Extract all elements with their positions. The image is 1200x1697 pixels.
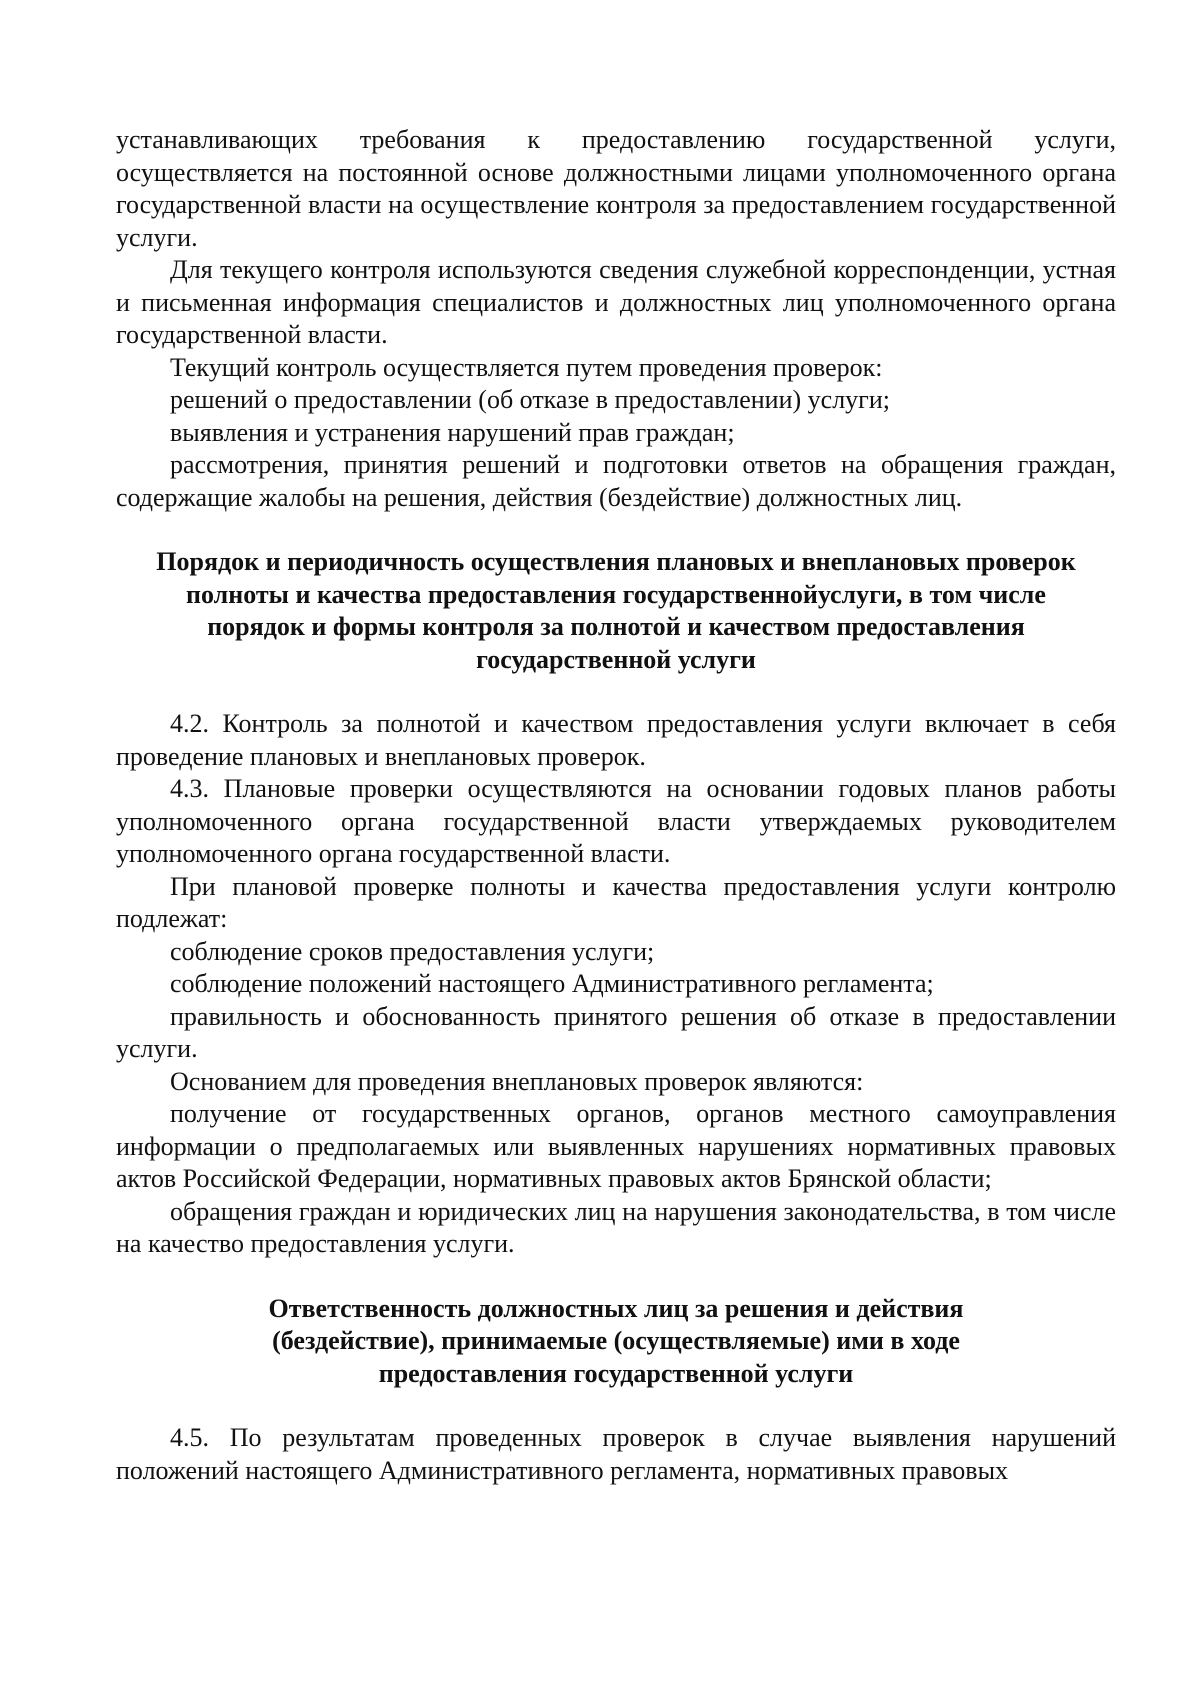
section-heading: Ответственность должностных лиц за решения и действия (бездействие), принимаемые (осуществляемые) ими в ходе предоставления государственной услуги — [268, 1293, 964, 1388]
list-item: соблюдение положений настоящего Административного регламента; — [170, 969, 934, 998]
paragraph: устанавливающих требования к предоставлению государственной услуги, осуществляется на постоянной основе должностными лицами уполномоченного органа государственной власти на осуществление контроля за предоставлением государственной услуги. — [116, 125, 1116, 252]
paragraph: 4.3. Плановые проверки осуществляются на основании годовых планов работы уполномоченного органа государственной власти утверждаемых руководителем уполномоченного органа государственной власти. — [116, 774, 1116, 868]
document-page — [116, 124, 1116, 1487]
paragraph: При плановой проверке полноты и качества предоставления услуги контролю подлежат: — [116, 871, 1116, 933]
paragraph: 4.2. Контроль за полнотой и качеством предоставления услуги включает в себя проведение плановых и внеплановых проверок. — [116, 709, 1116, 771]
list-item: соблюдение сроков предоставления услуги; — [170, 936, 655, 966]
paragraph: Основанием для проведения внеплановых проверок являются: — [170, 1066, 864, 1096]
list-item: получение от государственных органов, органов местного самоуправления информации о предполагаемых или выявленных нарушениях нормативных правовых актов Российской Федерации, нормативных правовых актов Брянской области; — [116, 1099, 1116, 1193]
list-item: выявления и устранения нарушений прав граждан; — [170, 417, 735, 447]
list-item: решений о предоставлении (об отказе в предоставлении) услуги; — [170, 385, 890, 414]
list-item: рассмотрения, принятия решений и подготовки ответов на обращения граждан, содержащие жалобы на решения, действия (бездействие) должностных лиц. — [116, 450, 1116, 512]
paragraph: 4.5. По результатам проведенных проверок в случае выявления нарушений положений настоящего Административного регламента, нормативных правовых — [116, 1423, 1116, 1485]
paragraph: Текущий контроль осуществляется путем проведения проверок: — [170, 352, 883, 382]
list-item: правильность и обоснованность принятого решения об отказе в предоставлении услуги. — [116, 1001, 1116, 1063]
paragraph: Для текущего контроля используются сведения служебной корреспонденции, устная и письменная информация специалистов и должностных лиц уполномоченного органа государственной власти. — [116, 255, 1116, 349]
list-item: обращения граждан и юридических лиц на нарушения законодательства, в том числе на качество предоставления услуги. — [116, 1196, 1116, 1258]
section-heading: Порядок и периодичность осуществления плановых и внеплановых проверок полноты и качества предоставления государственнойуслуги, в том числе порядок и формы контроля за полнотой и качеством предоставления государственной услуги — [156, 547, 1076, 674]
